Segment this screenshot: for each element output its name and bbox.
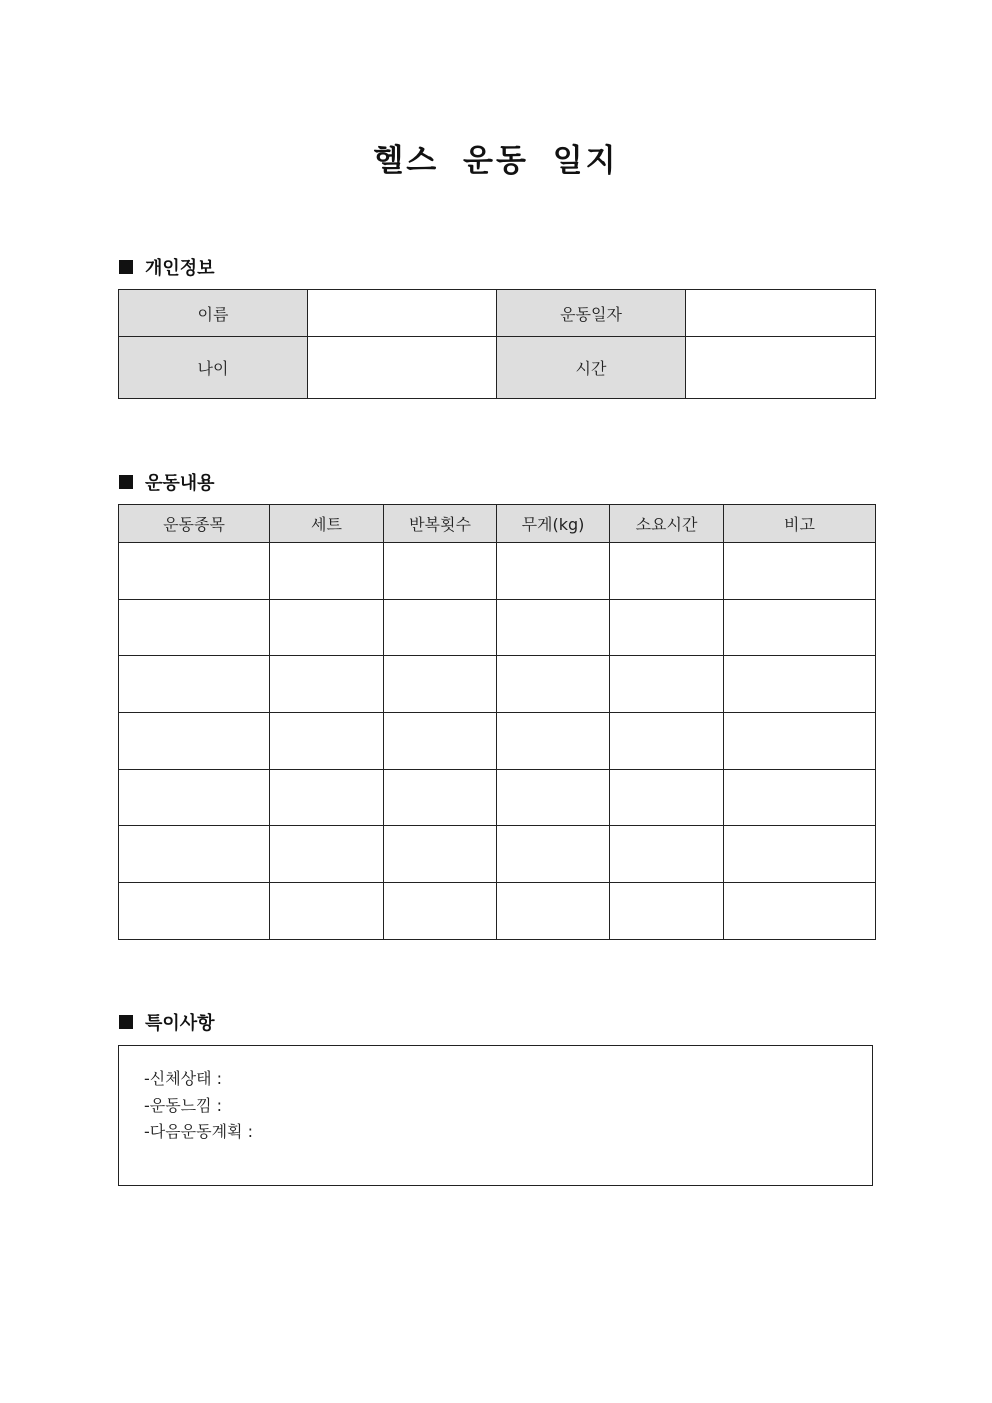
notes-heading: [119, 1009, 215, 1035]
table-cell[interactable]: [724, 826, 876, 883]
table-cell[interactable]: [610, 883, 724, 940]
name-label: 이름: [119, 290, 308, 337]
table-row: [119, 600, 876, 656]
name-field[interactable]: [308, 290, 497, 337]
table-cell[interactable]: [119, 770, 270, 826]
table-cell[interactable]: [270, 600, 384, 656]
table-cell[interactable]: [270, 883, 384, 940]
table-cell[interactable]: [384, 713, 497, 770]
table-cell[interactable]: [497, 826, 610, 883]
table-cell[interactable]: [384, 826, 497, 883]
table-cell[interactable]: [724, 713, 876, 770]
table-row: [119, 826, 876, 883]
age-label: 나이: [119, 337, 308, 399]
table-cell[interactable]: [497, 600, 610, 656]
table-cell[interactable]: [384, 770, 497, 826]
table-cell[interactable]: [119, 656, 270, 713]
table-cell[interactable]: [497, 770, 610, 826]
column-header-remarks: 비고: [724, 505, 876, 543]
table-cell[interactable]: [384, 600, 497, 656]
note-physical-condition: -신체상태 :: [144, 1069, 223, 1088]
table-cell[interactable]: [119, 600, 270, 656]
column-header-weight: 무게(kg): [497, 505, 610, 543]
table-cell[interactable]: [119, 713, 270, 770]
table-cell[interactable]: [497, 543, 610, 600]
table-row: [119, 656, 876, 713]
table-cell[interactable]: [119, 826, 270, 883]
personal-info-table: [118, 289, 876, 399]
table-cell[interactable]: [610, 770, 724, 826]
table-cell[interactable]: [610, 826, 724, 883]
column-header-sets: 세트: [270, 505, 384, 543]
table-cell[interactable]: [610, 543, 724, 600]
table-cell[interactable]: [270, 713, 384, 770]
table-cell[interactable]: [497, 713, 610, 770]
table-header-row: [119, 505, 876, 543]
table-row: [119, 543, 876, 600]
personal-info-heading-text: 개인정보: [145, 258, 215, 279]
table-cell[interactable]: [384, 883, 497, 940]
notes-box[interactable]: [118, 1045, 873, 1186]
age-field[interactable]: [308, 337, 497, 399]
table-cell[interactable]: [497, 656, 610, 713]
page-title: 헬스 운동 일지: [373, 143, 619, 179]
table-cell[interactable]: [610, 656, 724, 713]
table-cell[interactable]: [119, 543, 270, 600]
table-cell[interactable]: [270, 543, 384, 600]
column-header-exercise: 운동종목: [119, 505, 270, 543]
table-cell[interactable]: [724, 656, 876, 713]
table-cell[interactable]: [270, 770, 384, 826]
table-cell[interactable]: [724, 600, 876, 656]
exercise-table: [118, 504, 876, 940]
square-bullet-icon: [119, 1015, 133, 1029]
table-cell[interactable]: [724, 543, 876, 600]
exercise-heading-text: 운동내용: [145, 473, 215, 494]
square-bullet-icon: [119, 260, 133, 274]
table-cell[interactable]: [724, 883, 876, 940]
column-header-reps: 반복횟수: [384, 505, 497, 543]
note-workout-feeling: -운동느낌 :: [144, 1095, 223, 1115]
table-row: [119, 883, 876, 940]
notes-heading-text: 특이사항: [145, 1013, 215, 1034]
note-next-workout-plan: -다음운동계획 :: [144, 1122, 253, 1141]
exercise-date-label: 운동일자: [497, 290, 686, 337]
table-row: [119, 770, 876, 826]
table-cell[interactable]: [270, 656, 384, 713]
time-label: 시간: [497, 337, 686, 399]
table-cell[interactable]: [270, 826, 384, 883]
table-cell[interactable]: [384, 656, 497, 713]
table-cell[interactable]: [724, 770, 876, 826]
column-header-duration: 소요시간: [610, 505, 724, 543]
personal-info-heading: [119, 254, 215, 280]
table-cell[interactable]: [497, 883, 610, 940]
exercise-heading: [119, 469, 215, 495]
personal-info-row: [119, 290, 876, 337]
table-row: [119, 713, 876, 770]
square-bullet-icon: [119, 475, 133, 489]
exercise-date-field[interactable]: [686, 290, 876, 337]
table-cell[interactable]: [119, 883, 270, 940]
table-cell[interactable]: [610, 600, 724, 656]
personal-info-row: [119, 337, 876, 399]
table-cell[interactable]: [384, 543, 497, 600]
table-cell[interactable]: [610, 713, 724, 770]
time-field[interactable]: [686, 337, 876, 399]
